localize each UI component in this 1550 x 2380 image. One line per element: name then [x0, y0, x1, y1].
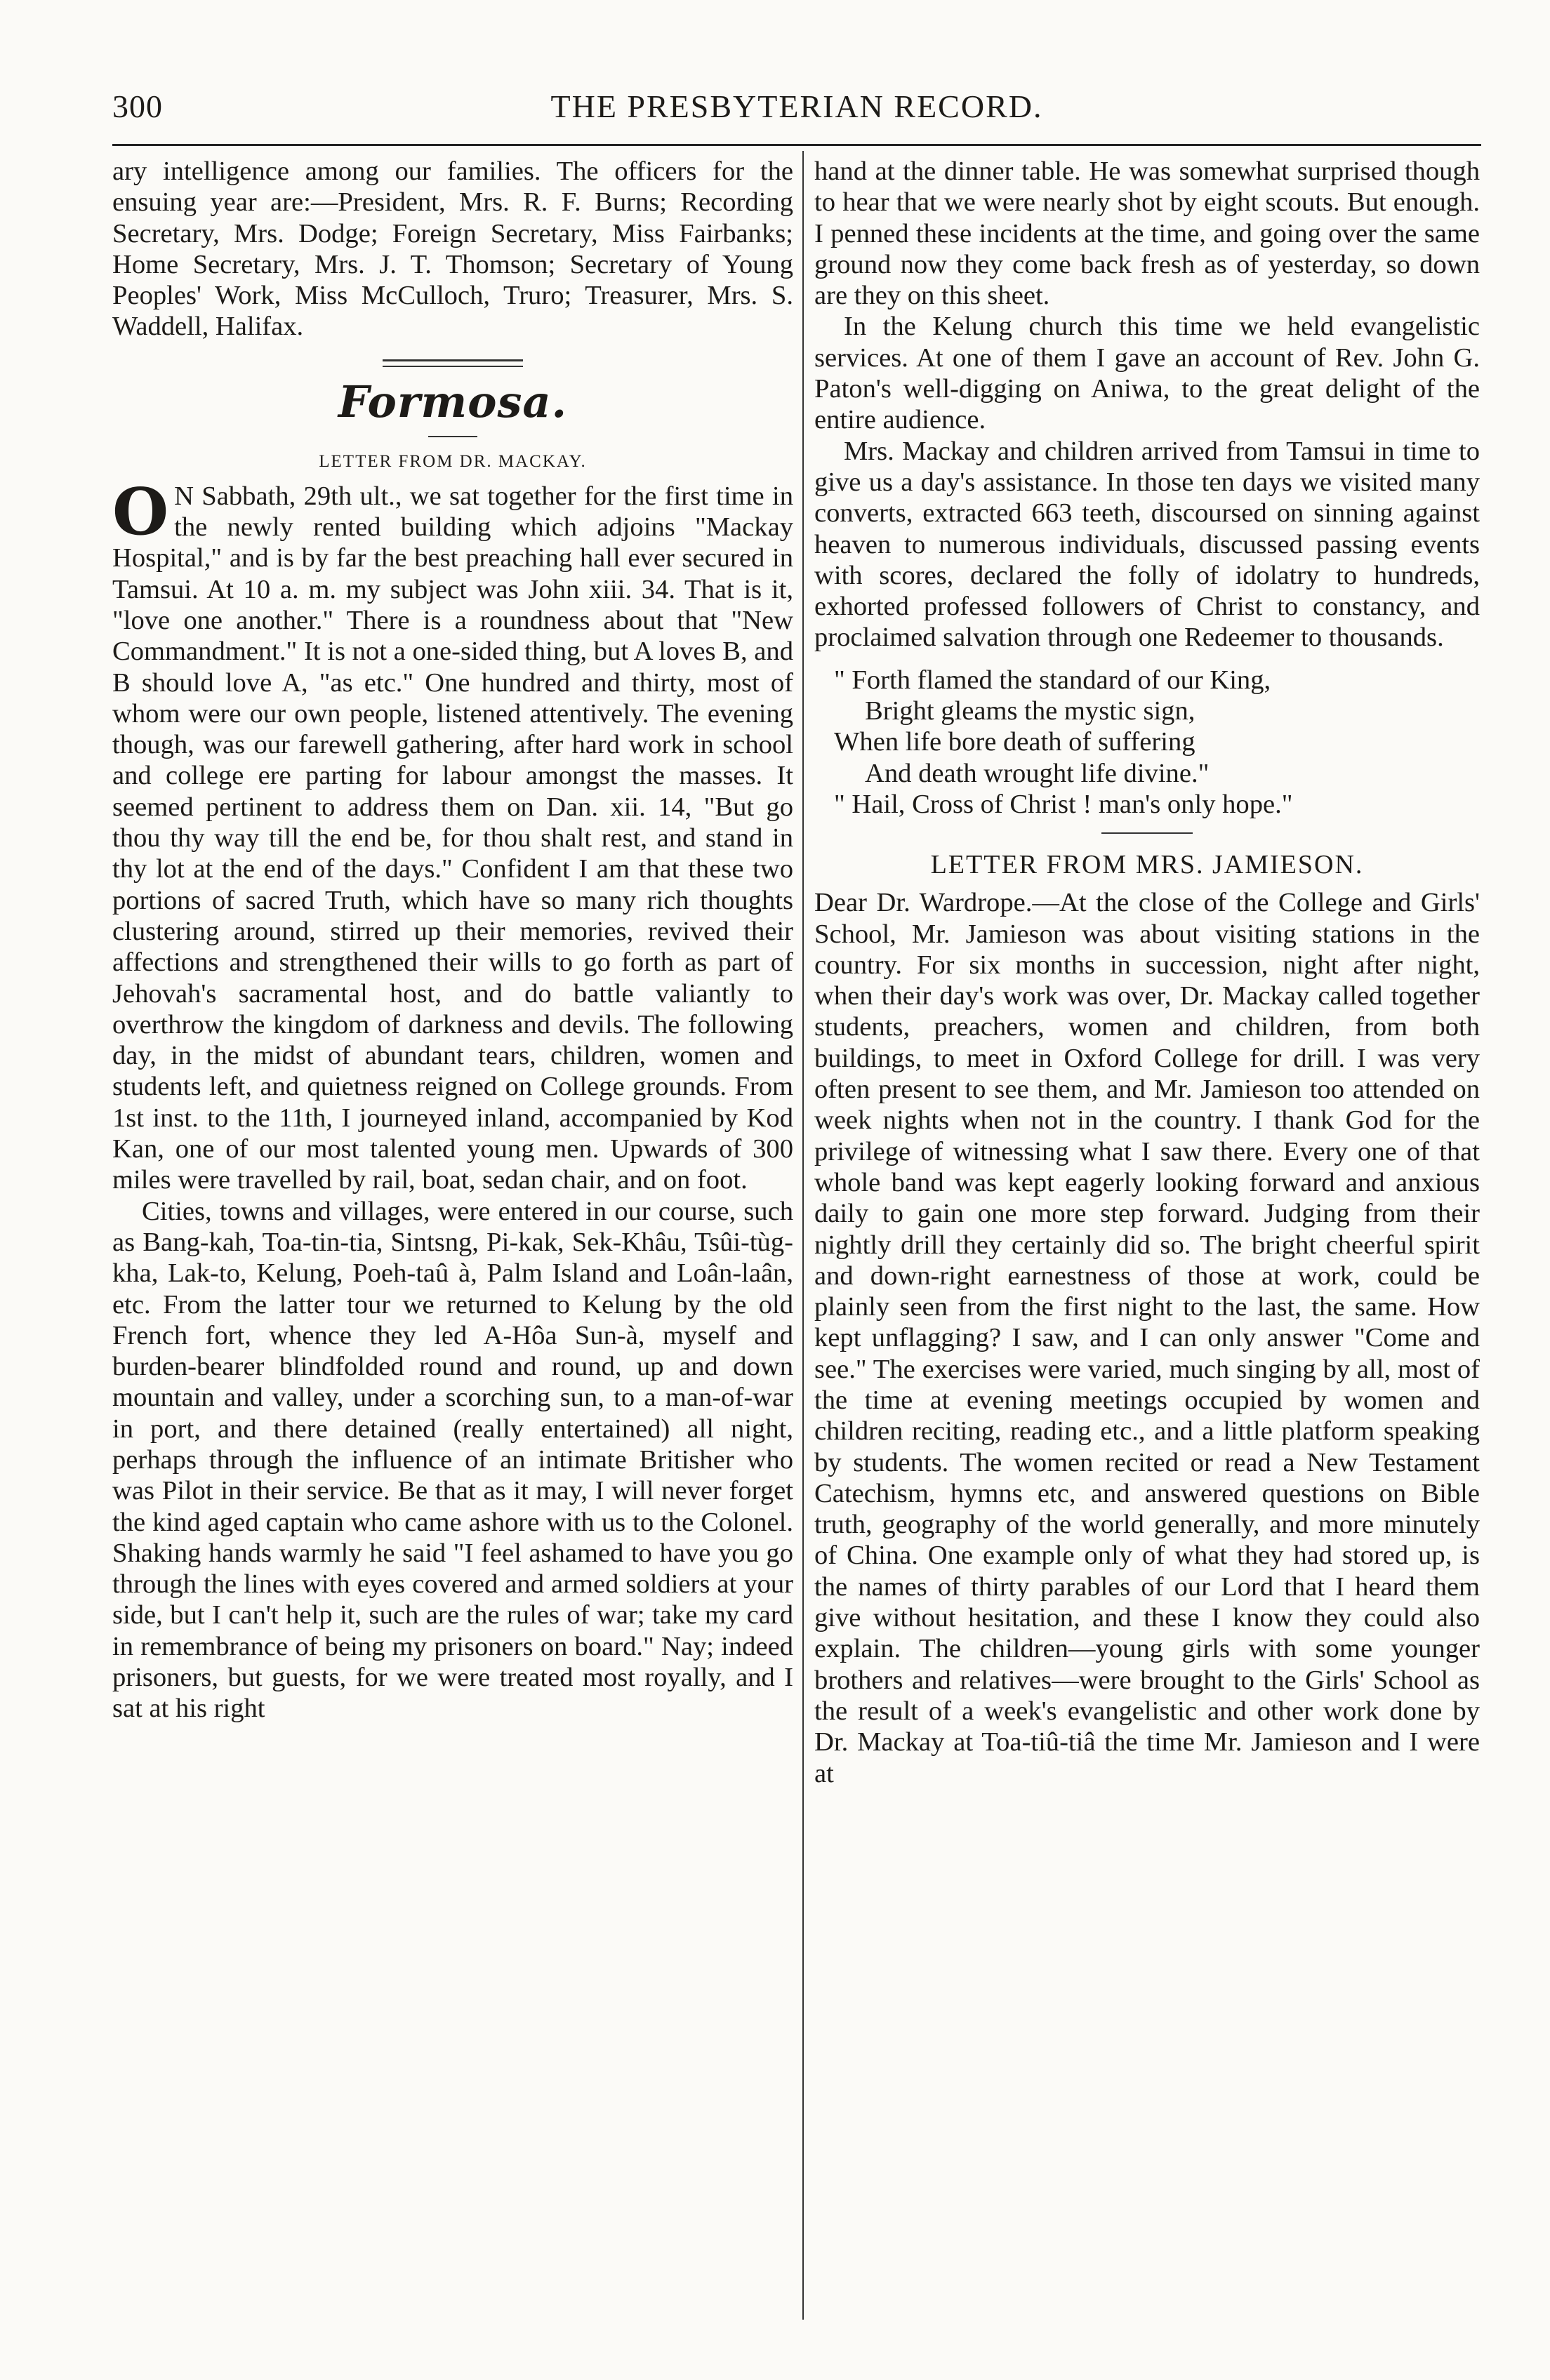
page-number: 300 [112, 88, 163, 124]
right-column [814, 156, 1480, 1789]
letter-paragraph: Mrs. Mackay and children arrived from Tamsui in time to give us a day's assistance. In those ten days we visited many converts, extracted 663 teeth, discoursed on sinning against heaven to numerous individuals, discussed passing events with scores, declared the folly of idolatry to hundreds, exhorted professed followers of Christ to constancy, and proclaimed salvation through one Redeemer to thousands. [814, 436, 1480, 653]
short-rule [428, 436, 477, 437]
section-divider [383, 359, 523, 367]
poem-line: And death wrought life divine." [865, 758, 1210, 788]
letter-paragraph: Cities, towns and villages, were entered in our course, such as Bang-kah, Toa-tin-tia, Sintsng, Pi-kak, Sek-Khâu, Tsûi-tùg-kha, Lak-to, Kelung, Poeh-taû à, Palm Island and Loân-laân, etc. From the latter tour we returned to Kelung by the old French fort, whence they led A-Hôa Sun-à, myself and burden-bearer blindfolded round and round, up and down mountain and valley, under a scorching sun, to a man-of-war in port, and there detained (really entertained) all night, perhaps through the influence of an intimate Britisher who was Pilot in their service. Be that as it may, I will never forget the kind aged captain who came ashore with us to the Colonel. Shaking hands warmly he said "I feel ashamed to have you go through the lines with eyes covered and armed soldiers at your side, but I can't help it, such are the rules of war; take my card in remembrance of being my prisoners on board." Nay; indeed prisoners, but guests, for we were treated most royally, and I sat at his right [112, 1196, 793, 1724]
section-title: Formosa. [338, 375, 568, 427]
running-head: THE PRESBYTERIAN RECORD. [550, 88, 1043, 124]
poem-line: " Hail, Cross of Christ ! man's only hope." [834, 789, 1293, 819]
letter-paragraph [112, 473, 793, 1196]
poem-line: When life bore death of suffering [834, 727, 1195, 757]
left-column [112, 156, 793, 1724]
letter-paragraph: Dear Dr. Wardrope.—At the close of the College and Girls' School, Mr. Jamieson was about visiting stations in the country. For six months in succession, night after night, when their day's work was over, Dr. Mackay called together students, preachers, women and children, from both buildings, to meet in Oxford College for drill. I was very often present to see them, and Mr. Jamieson too attended on week nights when not in the country. I thank God for the privilege of witnessing what I saw there. Every one of that whole band was kept eagerly looking forward and anxious daily to gain one more step forward. Judging from their nightly drill they certainly did so. The bright cheerful spirit and down-right earnestness of those at work, could be plainly seen from the first night to the last, the same. How kept unflagging? I saw, and I can only answer "Come and see." The exercises were varied, much singing by all, most of the time at evening meetings occupied by women and children reciting, reading etc., and a little platform speaking by students. The women recited or read a New Testament Catechism, hymns etc, and answered questions on Bible truth, geography of the world generally, and more minutely of China. One example only of what they had stored up, is the names of thirty parables of our Lord that I heard them give without hesitation, and these I know they could also explain. The children—young girls with some younger brothers and relatives—were brought to the Girls' School as the result of a week's evangelistic and other work done by Dr. Mackay at Toa-tiû-tiâ the time Mr. Jamieson and I were at [814, 888, 1480, 1788]
drop-cap: O [112, 473, 169, 550]
continuation-paragraph: ary intelligence among our families. The officers for the ensuing year are:—President, Mrs. R. F. Burns; Recording Secretary, Mrs. Dodge; Foreign Secretary, Miss Fairbanks; Home Secretary, Mrs. J. T. Thomson; Secretary of Young Peoples' Work, Miss McCulloch, Truro; Treasurer, Mrs. S. Waddell, Halifax. [112, 157, 793, 342]
letter-paragraph: In the Kelung church this time we held evangelistic services. At one of them I gave an account of Rev. John G. Paton's well-digging on Aniwa, to the great delight of the entire audience. [814, 312, 1480, 435]
letter-paragraph: hand at the dinner table. He was somewhat surprised though to hear that we were nearly shot by eight scouts. But enough. I penned these incidents at the time, and going over the same ground now they come back fresh as of yesterday, so down are they on this sheet. [814, 157, 1480, 311]
poem [834, 665, 1480, 820]
short-rule [1101, 832, 1193, 834]
column-divider [802, 151, 804, 2320]
header-rule [112, 144, 1481, 146]
page-header [112, 88, 1481, 140]
poem-line: " Forth flamed the standard of our King, [834, 665, 1271, 695]
letter-title-jamieson: LETTER FROM MRS. JAMIESON. [930, 850, 1364, 880]
poem-line: Bright gleams the mystic sign, [865, 696, 1195, 726]
letter-title-mackay: LETTER FROM DR. MACKAY. [319, 451, 587, 471]
letter-paragraph-text: N Sabbath, 29th ult., we sat together for the first time in the newly rented building which adjoins "Mackay Hospital," and is by far the best preaching hall ever secured in Tamsui. At 10 a. m. my subject was John xiii. 34. That is it, "love one another." There is a roundness about that "New Commandment." It is not a one-sided thing, but A loves B, and B should love A, "as etc." One hundred and thirty, most of whom were our own people, listened attentively. The evening though, was our farewell gathering, after hard work in school and college ere parting for labour amongst the masses. It seemed pertinent to address them on Dan. xii. 14, "But go thou thy way till the end be, for thou shalt rest, and stand in thy lot at the end of the days." Confident I am that these two portions of sacred Truth, which have so many rich thoughts clustering around, stirred up their memories, revived their affections and strengthened their wills to go forth as part of Jehovah's sacramental host, and do battle valiantly to overthrow the kingdom of darkness and devils. The following day, in the midst of abundant tears, children, women and students left, and quietness reigned on College grounds. From 1st inst. to the 11th, I journeyed inland, accompanied by Kod Kan, one of our most talented young men. Upwards of 300 miles were travelled by rail, boat, sedan chair, and on foot. [112, 481, 793, 1195]
